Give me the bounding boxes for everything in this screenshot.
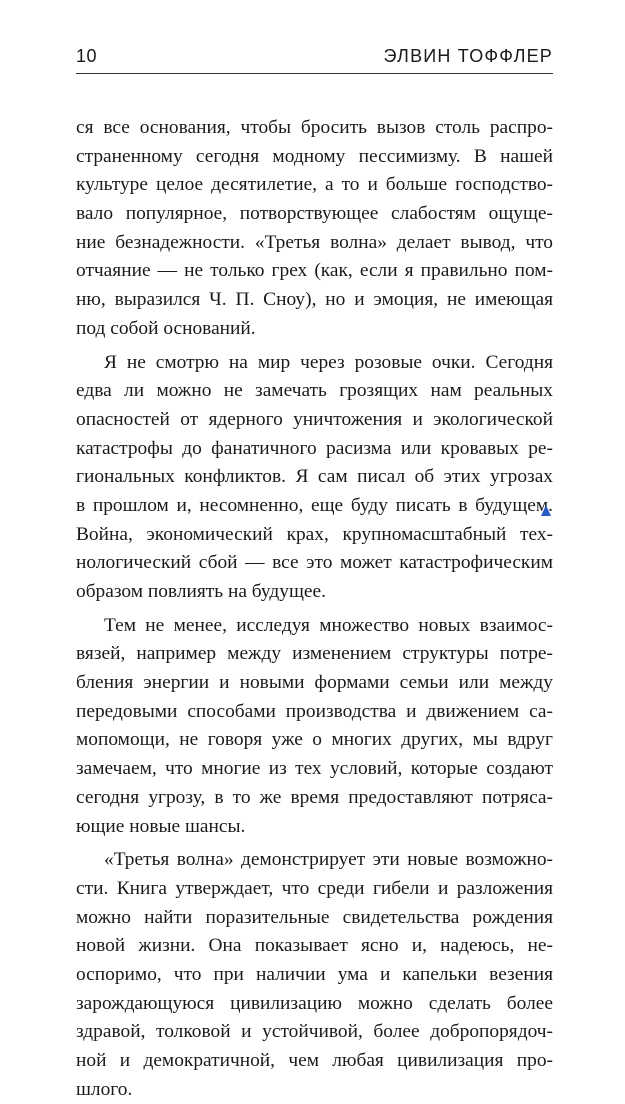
text-line: Тем не менее, исследуя множество новых взаимос- — [104, 614, 553, 636]
text-line: гиональных конфликтов. Я сам писал об этих угрозах — [76, 466, 553, 488]
text-line: в прошлом и, несомненно, еще буду писать в будущем. — [76, 494, 553, 516]
text-line: зарождающуюся цивилизацию можно сделать более — [76, 992, 553, 1014]
paragraph — [76, 349, 553, 607]
text-line: едва ли можно не замечать грозящих нам реальных — [76, 380, 553, 402]
text-line: ню, выразился Ч. П. Сноу), но и эмоция, не имеющая — [76, 289, 553, 311]
header-rule — [76, 73, 553, 74]
text-line: вало популярное, потворствующее слабостям ощуще- — [76, 203, 553, 225]
page-number: 10 — [76, 46, 98, 66]
running-head — [76, 38, 553, 68]
text-line: замечаем, что многие из тех условий, которые создают — [76, 758, 553, 780]
text-line: ся все основания, чтобы бросить вызов столь распро- — [76, 117, 553, 138]
text-line: катастрофы до фанатичного расизма или кровавых ре- — [76, 437, 553, 459]
text-line: Я не смотрю на мир через розовые очки. Сегодня — [104, 351, 553, 373]
text-line: бления энергии и новыми формами семьи или между — [76, 672, 553, 694]
text-line: образом повлиять на будущее. — [76, 581, 326, 602]
text-line: опасностей от ядерного уничтожения и экологической — [76, 408, 553, 430]
body-text — [76, 114, 553, 1104]
text-line: ние безнадежности. «Третья волна» делает вывод, что — [76, 231, 553, 253]
text-line: новой жизни. Она показывает ясно и, надеюсь, не- — [76, 935, 553, 957]
text-line: здравой, толковой и устойчивой, более добропорядоч- — [76, 1021, 553, 1043]
paragraph — [76, 612, 553, 842]
text-line: страненному сегодня модному пессимизму. В нашей — [76, 145, 553, 167]
text-line: оспоримо, что при наличии ума и капельки везения — [76, 963, 553, 985]
text-line: ной и демократичной, чем любая цивилизация про- — [76, 1050, 553, 1071]
text-line: шлого. — [76, 1078, 133, 1100]
text-line: сти. Книга утверждает, что среди гибели и разложения — [76, 877, 553, 899]
text-line: сегодня угрозу, в то же время предоставляют потряса- — [76, 786, 553, 808]
text-line: передовыми способами производства и движением са- — [76, 700, 553, 722]
text-line: культуре целое десятилетие, а то и больше господство- — [76, 174, 553, 196]
paragraph — [76, 114, 553, 344]
text-line: ющие новые шансы. — [76, 815, 246, 837]
text-line: «Третья волна» демонстрирует эти новые возможно- — [104, 849, 553, 871]
triangle-marker-icon — [541, 505, 551, 516]
text-line: можно найти поразительные свидетельства рождения — [76, 906, 553, 928]
text-line: Война, экономический крах, крупномасштабный тех- — [76, 523, 553, 545]
paragraph — [76, 846, 553, 1104]
text-line: вязей, например между изменением структуры потре- — [76, 643, 553, 665]
text-line: мопомощи, не говоря уже о многих других, мы вдруг — [76, 729, 553, 751]
running-head-author: ЭЛВИН ТОФФЛЕР — [383, 46, 553, 66]
text-line: отчаяние — не только грех (как, если я правильно пом- — [76, 260, 553, 282]
text-line: нологический сбой — все это может катастрофическим — [76, 552, 553, 574]
text-line: под собой оснований. — [76, 317, 256, 339]
